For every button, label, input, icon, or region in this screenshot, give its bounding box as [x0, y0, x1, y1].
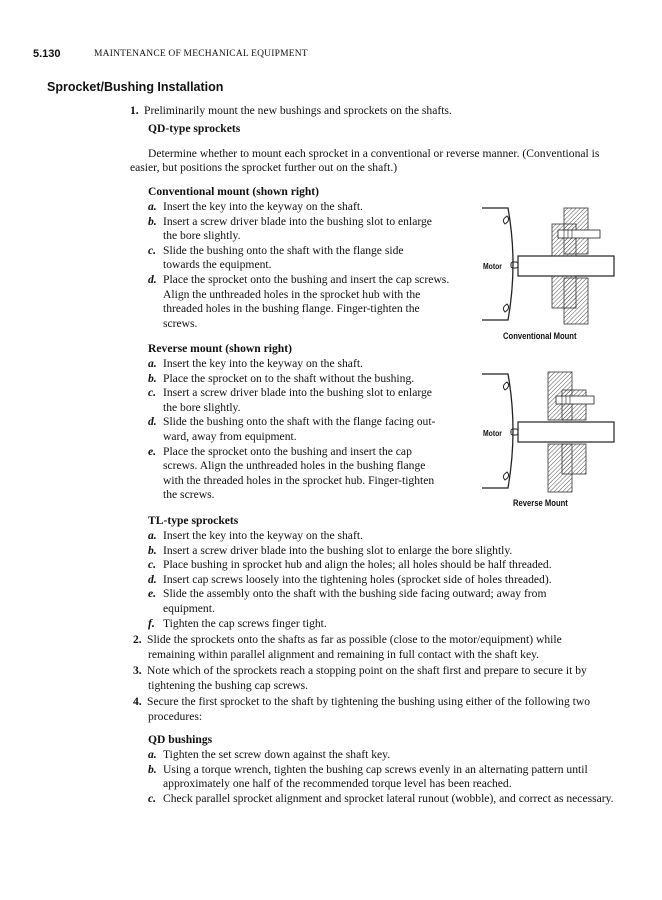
item-text: Place the sprocket onto the bushing and insert the cap	[163, 444, 412, 458]
list-item	[148, 273, 449, 287]
list-item	[148, 529, 363, 543]
item-text: Insert the key into the keyway on the shaft.	[163, 357, 363, 370]
conventional-heading: Conventional mount (shown right)	[148, 185, 320, 198]
item-continuation: threaded holes in the bushing flange. Finger-tighten the	[163, 302, 420, 316]
numbered-step	[133, 695, 590, 709]
item-label: c.	[148, 243, 157, 257]
step-text: Secure the first sprocket to the shaft by tightening the bushing using either of the following two	[147, 695, 591, 708]
step-continuation: tightening the bushing cap screws.	[148, 678, 309, 692]
list-item	[148, 445, 412, 459]
item-text: Slide the bushing onto the shaft with the flange facing out-	[163, 415, 436, 429]
step-text: Slide the sprockets onto the shafts as far as possible (close to the motor/equipment) while	[147, 633, 562, 646]
item-continuation: ward, away from equipment.	[163, 430, 297, 443]
item-label: f.	[148, 616, 155, 630]
item-text: Place the sprocket onto the bushing and insert the cap screws.	[163, 273, 450, 286]
item-text: Insert the key into the keyway on the shaft.	[163, 200, 363, 213]
running-title: MAINTENANCE OF MECHANICAL EQUIPMENT	[94, 49, 308, 59]
qd-heading: QD-type sprockets	[148, 122, 241, 135]
item-text: Tighten the cap screws finger tight.	[163, 616, 327, 630]
list-item	[148, 544, 512, 558]
item-continuation: towards the equipment.	[163, 258, 272, 272]
item-continuation: approximately one half of the recommended torque level has been reached.	[163, 777, 512, 791]
bushing-upper	[562, 390, 586, 420]
item-label: c.	[148, 791, 157, 805]
bushing-lower	[552, 276, 576, 308]
item-continuation: the bore slightly.	[163, 229, 241, 243]
step-continuation: remaining within parallel alignment and remaining in full contact with the shaft key.	[148, 647, 540, 661]
list-item	[148, 763, 588, 777]
item-label: e.	[148, 444, 157, 458]
item-text: Using a torque wrench, tighten the bushing cap screws evenly in an alternating pattern until	[163, 762, 588, 776]
list-item	[148, 415, 435, 429]
page-number: 5.130	[33, 48, 61, 60]
list-item	[148, 357, 363, 371]
step-number: 1.	[130, 104, 139, 117]
item-text: Insert the key into the keyway on the shaft.	[163, 529, 363, 542]
item-label: b.	[148, 543, 157, 557]
step-1	[130, 104, 452, 118]
item-label: a.	[148, 200, 157, 213]
reverse-heading: Reverse mount (shown right)	[148, 342, 292, 355]
intro-line-1: Determine whether to mount each sprocket in a conventional or reverse manner. (Conventional is	[148, 147, 600, 160]
item-label: d.	[148, 572, 157, 586]
list-item	[148, 200, 363, 214]
item-text: Check parallel sprocket alignment and sprocket lateral runout (wobble), and correct as necessary.	[163, 791, 614, 805]
list-item	[148, 372, 414, 386]
item-continuation: with the threaded holes in the sprocket hub. Finger-tighten	[163, 473, 435, 487]
item-text: Slide the bushing onto the shaft with the flange side	[163, 243, 404, 257]
list-item	[148, 386, 432, 400]
item-label: b.	[148, 371, 157, 385]
item-text: Tighten the set screw down against the shaft key.	[163, 748, 391, 761]
item-label: a.	[148, 357, 157, 370]
step-number: 2.	[133, 633, 142, 646]
item-label: d.	[148, 415, 157, 429]
item-text: Insert cap screws loosely into the tightening holes (sprocket side of holes threaded).	[163, 572, 552, 586]
list-item	[148, 558, 552, 572]
item-label: d.	[148, 273, 157, 286]
item-text: Insert a screw driver blade into the bushing slot to enlarge	[163, 214, 432, 228]
step-text: Preliminarily mount the new bushings and sprockets on the shafts.	[144, 104, 452, 117]
list-item	[148, 792, 614, 806]
item-text: Insert a screw driver blade into the bushing slot to enlarge the bore slightly.	[163, 543, 513, 557]
list-item	[148, 215, 432, 229]
item-continuation: equipment.	[163, 602, 215, 615]
item-text: Place bushing in sprocket hub and align the holes; all holes should be half threaded.	[163, 558, 552, 572]
item-continuation: Align the unthreaded holes in the sprocket hub with the	[163, 287, 421, 301]
conventional-mount-caption: Conventional Mount	[503, 331, 577, 341]
item-label: a.	[148, 748, 157, 761]
item-continuation: screws. Align the unthreaded holes in the bushing flange	[163, 459, 426, 473]
qd-bushings-heading: QD bushings	[148, 733, 213, 746]
step-text: Note which of the sprockets reach a stopping point on the shaft first and prepare to secure it by	[147, 664, 587, 677]
item-text: Slide the assembly onto the shaft with the bushing side facing outward; away from	[163, 587, 547, 601]
item-label: b.	[148, 214, 157, 228]
item-label: c.	[148, 558, 157, 572]
bushing-upper	[552, 224, 576, 256]
bushing-lower	[562, 444, 586, 474]
motor-label: Motor	[483, 429, 502, 438]
list-item	[148, 573, 552, 587]
item-continuation: the screws.	[163, 488, 215, 502]
list-item	[148, 244, 404, 258]
numbered-step	[133, 633, 562, 647]
tl-heading: TL-type sprockets	[148, 514, 239, 527]
list-item	[148, 587, 546, 601]
item-continuation: the bore slightly.	[163, 400, 241, 414]
item-label: e.	[148, 587, 157, 601]
item-text: Insert a screw driver blade into the bushing slot to enlarge	[163, 386, 432, 400]
step-number: 3.	[133, 664, 142, 677]
step-continuation: procedures:	[148, 709, 203, 723]
section-title: Sprocket/Bushing Installation	[47, 80, 224, 94]
motor-label: Motor	[483, 262, 502, 271]
numbered-step	[133, 664, 587, 678]
item-continuation: screws.	[163, 316, 198, 330]
list-item	[148, 748, 390, 762]
shaft	[518, 422, 614, 442]
item-label: c.	[148, 386, 157, 400]
item-label: b.	[148, 762, 157, 776]
intro-line-2: easier, but positions the sprocket further out on the shaft.)	[130, 161, 398, 174]
shaft	[518, 256, 614, 276]
reverse-mount-caption: Reverse Mount	[513, 498, 568, 508]
item-text: Place the sprocket on to the shaft without the bushing.	[163, 371, 415, 385]
step-number: 4.	[133, 695, 142, 708]
list-item	[148, 617, 327, 631]
item-label: a.	[148, 529, 157, 542]
